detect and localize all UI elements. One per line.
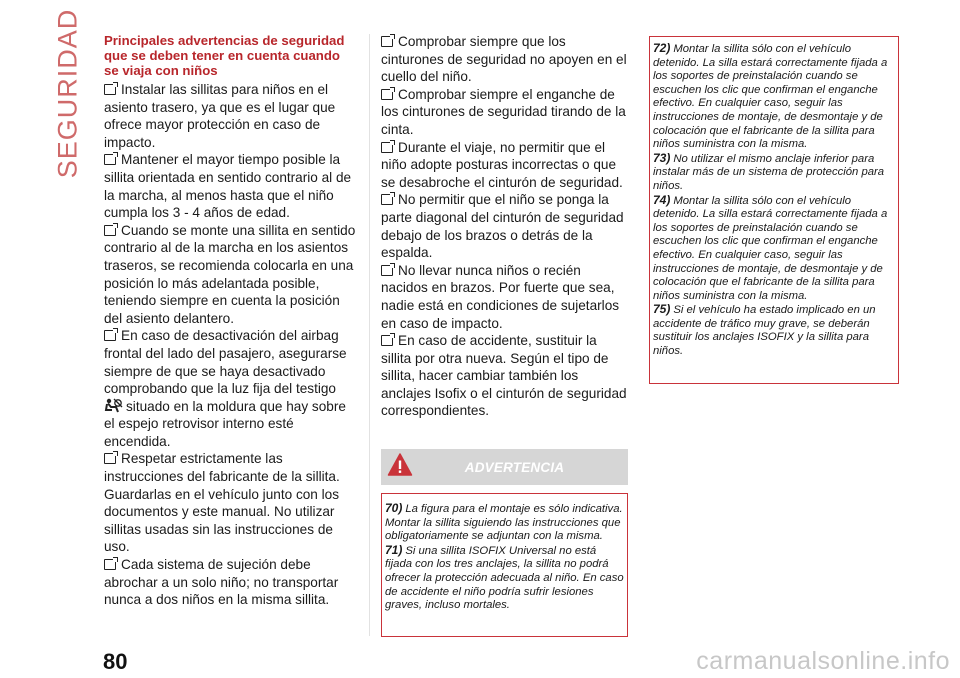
checkbox-bullet-icon — [104, 225, 116, 236]
list-item: Comprobar siempre el enganche de los cinturones de seguridad tirando de la cinta. — [381, 86, 626, 137]
checkbox-bullet-icon — [104, 84, 116, 95]
column-2 — [381, 33, 629, 420]
list-item: Cada sistema de sujeción debe abrochar a un solo niño; no transportar nunca a dos niños en la misma sillita. — [104, 557, 339, 608]
list-item: No permitir que el niño se ponga la parte diagonal del cinturón de seguridad debajo de los brazos o detrás de la espalda. — [381, 192, 624, 261]
list-item-airbag: En caso de desactivación del airbag frontal del lado del pasajero, asegurarse siempre de que se haya desactivado comprobando que la luz fija del testigo situado en la moldura que hay sobre el espejo retrovisor interno esté encendida. — [104, 328, 347, 449]
warning-header — [381, 449, 628, 485]
checkbox-bullet-icon — [104, 453, 116, 464]
airbag-off-icon — [104, 398, 126, 414]
side-title-text: SEGURIDAD — [52, 8, 83, 178]
checkbox-bullet-icon — [104, 154, 116, 165]
checkbox-bullet-icon — [381, 89, 393, 100]
warning-note: 70) La figura para el montaje es sólo indicativa. Montar la sillita siguiendo las instrucciones que obligatoriamente se adjuntan con la misma. — [385, 501, 623, 543]
list-item: Cuando se monte una sillita en sentido contrario al de la marcha en los asientos traseros, se recomienda colocarla en una posición lo más adelantada posible, teniendo siempre en cuenta la posición del asiento delantero. — [104, 222, 356, 326]
page-number: 80 — [103, 649, 128, 674]
column-1 — [104, 33, 356, 609]
warning-title: ADVERTENCIA — [464, 459, 565, 475]
list-item: Respetar estrictamente las instrucciones del fabricante de la sillita. Guardarlas en el vehículo junto con los documentos y este manual. No utilizar sillitas usadas sin las instrucciones de uso. — [104, 451, 340, 555]
list-item: En caso de accidente, sustituir la sillita por otra nueva. Según el tipo de sillita, hacer cambiar también los anclajes Isofix o el cinturón de seguridad correspondientes. — [381, 333, 627, 419]
warning-triangle-icon — [387, 452, 413, 478]
checkbox-bullet-icon — [381, 36, 393, 47]
warning-notes-box — [381, 493, 628, 637]
warning-notes-box-continued — [649, 36, 899, 384]
watermark-text: carmanualsonline.info — [696, 647, 950, 675]
checkbox-bullet-icon — [381, 142, 393, 153]
checkbox-bullet-icon — [381, 265, 393, 276]
list-item: Comprobar siempre que los cinturones de seguridad no apoyen en el cuello del niño. — [381, 34, 627, 85]
column-divider — [369, 34, 370, 636]
list-item: Durante el viaje, no permitir que el niño adopte posturas incorrectas o que se desabroche el cinturón de seguridad. — [381, 139, 623, 190]
checkbox-bullet-icon — [381, 335, 393, 346]
section-heading: Principales advertencias de seguridad que se deben tener en cuenta cuando se viaja con niños — [104, 33, 345, 78]
warning-note: 73) No utilizar el mismo anclaje inferior para instalar más de un sistema de protección para niños. — [653, 150, 885, 192]
side-section-title — [50, 8, 86, 178]
warning-note: 72) Montar la sillita sólo con el vehículo detenido. La silla estará correctamente fijada a los soportes de preinstalación cuando se escuchen los clic que confirman el enganche efectivo. En cualquier caso, seguir las instrucciones de montaje, de desmontaje y de colocación que el fabricante de la sillita para niños suministra con la misma. — [653, 41, 888, 151]
checkbox-bullet-icon — [381, 194, 393, 205]
list-item: Mantener el mayor tiempo posible la sillita orientada en sentido contrario al de la marcha, al menos hasta que el niño cumpla los 3 - 4 años de edad. — [104, 152, 352, 221]
checkbox-bullet-icon — [104, 330, 116, 341]
checkbox-bullet-icon — [104, 559, 116, 570]
warning-note: 71) Si una sillita ISOFIX Universal no está fijada con los tres anclajes, la sillita no podrá ofrecer la protección adecuada al niño. En caso de accidente el niño podría sufrir lesiones graves, incluso mortales. — [385, 542, 624, 612]
list-item: No llevar nunca niños o recién nacidos en brazos. Por fuerte que sea, nadie está en condiciones de sujetarlos en caso de impacto. — [381, 262, 620, 331]
list-item: Instalar las sillitas para niños en el asiento trasero, ya que es el lugar que ofrece mayor protección en caso de impacto. — [104, 82, 336, 150]
warning-note: 74) Montar la sillita sólo con el vehículo detenido. La silla estará correctamente fijada a los soportes de preinstalación cuando se escuchen los clic que confirman el enganche efectivo. En cualquier caso, seguir las instrucciones de montaje, de desmontaje y de colocación que el fabricante de la sillita para niños suministra con la misma. — [653, 192, 888, 302]
warning-note: 75) Si el vehículo ha estado implicado en un accidente de tráfico muy grave, se deberán sustituir los anclajes ISOFIX y la sillita para niños. — [653, 302, 876, 358]
